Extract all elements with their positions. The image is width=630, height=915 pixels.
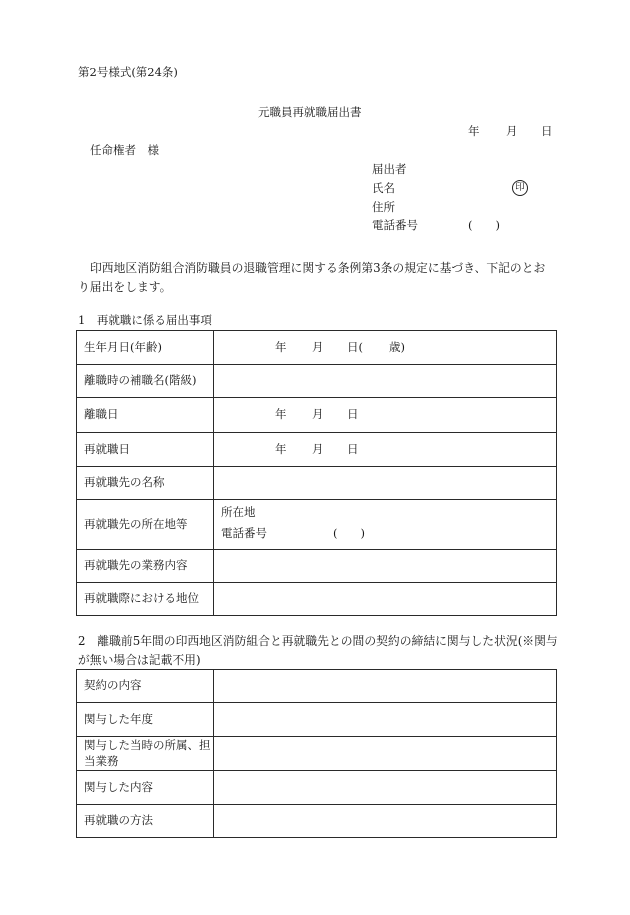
table-row [77,771,557,805]
fiscal-year-field[interactable] [214,703,557,737]
employer-phone-paren: ( ) [333,526,365,540]
row-label-business: 再就職先の業務内容 [77,550,214,583]
row-label-retirement-date: 離職日 [77,398,214,433]
declarant-address-label: 住所 [372,200,395,214]
birth-day-label: 日( [347,339,363,354]
reemployment-date-field[interactable] [214,433,557,467]
addressee: 任命権者 様 [90,143,159,157]
table-row [77,467,557,500]
table-row [77,331,557,365]
section1-table [76,330,557,616]
intro-paragraph: 印西地区消防組合消防職員の退職管理に関する条例第3条の規定に基づき、下記のとおり届出をします。 [78,261,546,294]
employer-location-label: 所在地 [221,505,256,519]
date-year-label: 年 [468,124,480,138]
retire-year-label: 年 [275,407,287,422]
row-label-new-position: 再就職際における地位 [77,583,214,616]
employer-address-field[interactable] [214,500,557,550]
row-label-contract: 契約の内容 [77,670,214,703]
row-label-method: 再就職の方法 [77,805,214,838]
birthdate-field[interactable] [214,331,557,365]
birth-year-label: 年 [275,339,287,354]
retirement-date-field[interactable] [214,398,557,433]
reemploy-month-label: 月 [312,441,324,456]
birth-month-label: 月 [312,339,324,354]
method-field[interactable] [214,805,557,838]
table-row [77,583,557,616]
contract-field[interactable] [214,670,557,703]
section2-heading: 2 離職前5年間の印西地区消防組合と再就職先との間の契約の締結に関与した状況(※関与が無い場合は記載不用) [78,634,558,667]
date-day-label: 日 [541,124,553,138]
document-title: 元職員再就職届出書 [258,105,362,119]
table-row [77,500,557,550]
business-field[interactable] [214,550,557,583]
employer-phone-label: 電話番号 [221,526,267,540]
table-row [77,703,557,737]
table-row [77,550,557,583]
involvement-field[interactable] [214,771,557,805]
form-number: 第2号様式(第24条) [78,65,178,79]
age-label: 歳) [389,339,405,354]
table-row [77,670,557,703]
table-row [77,737,557,771]
section2-table [76,669,557,838]
section1-heading: 1 再就職に係る届出事項 [78,313,212,327]
new-position-field[interactable] [214,583,557,616]
declarant-name-label: 氏名 [372,181,395,195]
table-row [77,398,557,433]
row-label-employer-name: 再就職先の名称 [77,467,214,500]
reemploy-year-label: 年 [275,441,287,456]
row-label-involvement: 関与した内容 [77,771,214,805]
declarant-phone-label: 電話番号 [372,218,418,232]
reemploy-day-label: 日 [347,441,359,456]
row-label-fiscal-year: 関与した年度 [77,703,214,737]
department-field[interactable] [214,737,557,771]
row-label-birthdate: 生年月日(年齢) [77,331,214,365]
retire-day-label: 日 [347,407,359,422]
declarant-heading: 届出者 [372,162,407,176]
table-row [77,433,557,467]
last-position-field[interactable] [214,365,557,398]
row-label-last-position: 離職時の補職名(階級) [77,365,214,398]
declarant-phone-paren: ( ) [468,218,500,232]
retire-month-label: 月 [312,407,324,422]
table-row [77,365,557,398]
employer-name-field[interactable] [214,467,557,500]
row-label-reemployment-date: 再就職日 [77,433,214,467]
row-label-employer-address: 再就職先の所在地等 [77,500,214,550]
row-label-department: 関与した当時の所属、担当業務 [77,737,214,771]
date-month-label: 月 [506,124,518,138]
seal-mark: 印 [512,180,528,196]
table-row [77,805,557,838]
